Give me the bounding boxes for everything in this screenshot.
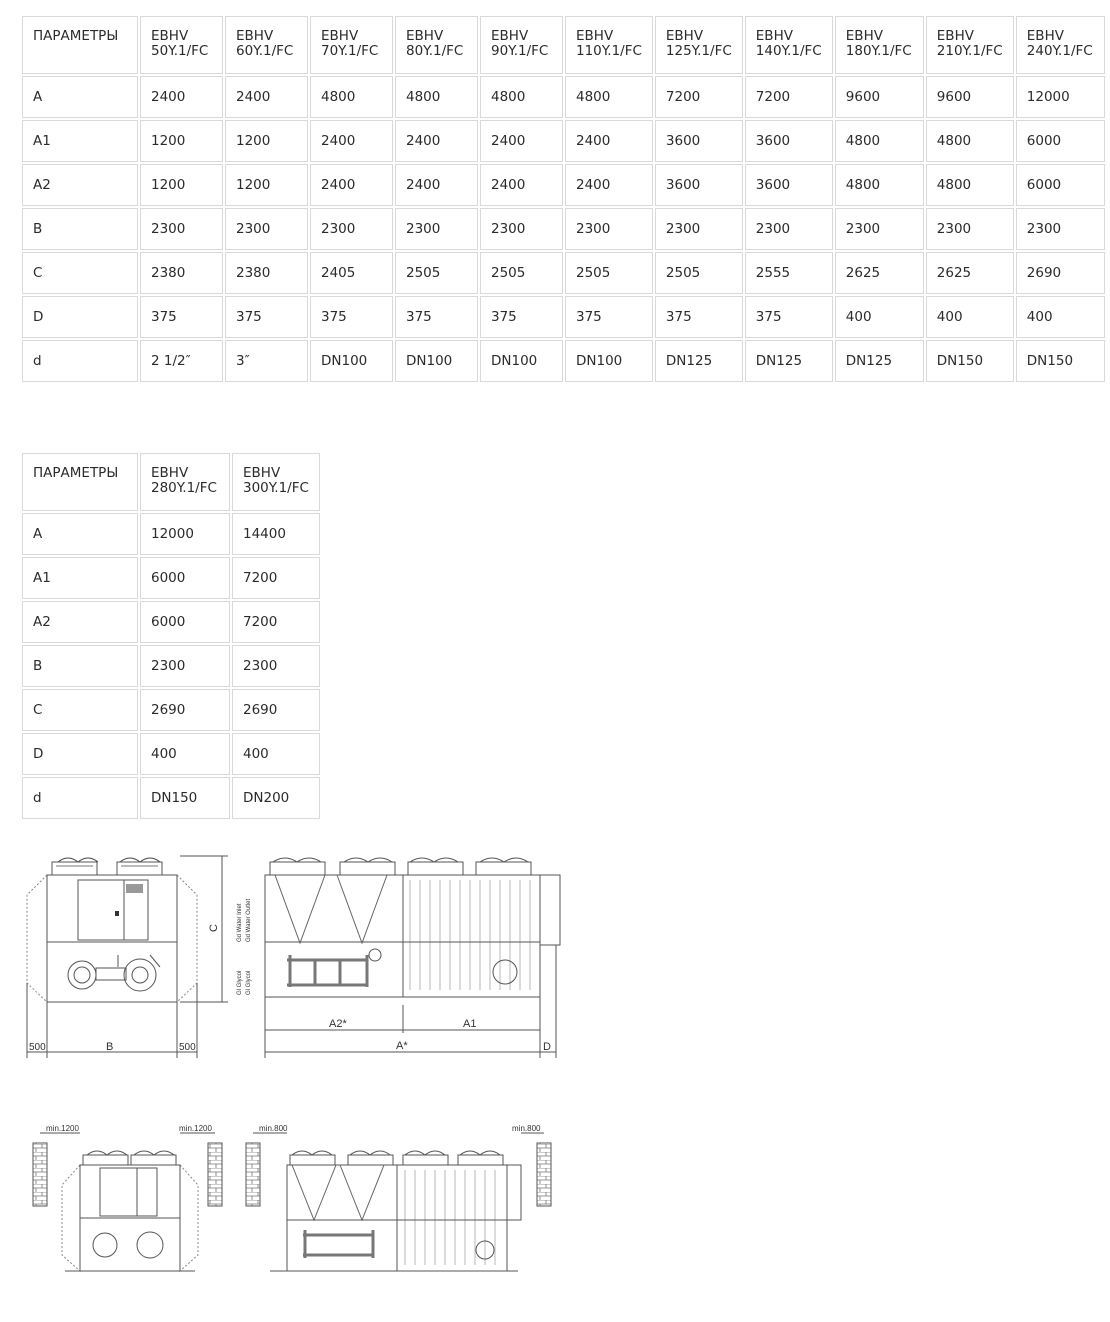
parameter-value: 2300 bbox=[225, 208, 308, 250]
parameter-value: 9600 bbox=[835, 76, 924, 118]
header-model: EBHV 300Y.1/FC bbox=[232, 453, 320, 511]
parameter-value: 2300 bbox=[745, 208, 833, 250]
parameter-value: 4800 bbox=[926, 164, 1014, 206]
parameter-value: 6000 bbox=[140, 557, 230, 599]
parameter-value: 2400 bbox=[310, 164, 393, 206]
parameter-value: 7200 bbox=[655, 76, 743, 118]
parameter-value: 9600 bbox=[926, 76, 1014, 118]
parameter-value: 2300 bbox=[310, 208, 393, 250]
parameter-value: 4800 bbox=[835, 164, 924, 206]
front-clearance-drawing bbox=[246, 1133, 551, 1271]
parameter-value: 2690 bbox=[1016, 252, 1105, 294]
parameter-name: d bbox=[22, 340, 138, 382]
parameter-value: 2505 bbox=[395, 252, 478, 294]
parameter-value: 2400 bbox=[480, 164, 563, 206]
parameter-value: 2400 bbox=[565, 120, 653, 162]
parameter-value: 375 bbox=[655, 296, 743, 338]
parameter-value: 12000 bbox=[1016, 76, 1105, 118]
header-model: EBHV 80Y.1/FC bbox=[395, 16, 478, 74]
parameter-value: 4800 bbox=[310, 76, 393, 118]
parameter-value: 375 bbox=[480, 296, 563, 338]
parameter-value: 2300 bbox=[395, 208, 478, 250]
glycol-outlet-label: Gl Glycol bbox=[246, 970, 252, 995]
parameter-value: 2690 bbox=[232, 689, 320, 731]
parameter-value: 2400 bbox=[225, 76, 308, 118]
parameter-value: 3600 bbox=[655, 120, 743, 162]
parameter-value: 3600 bbox=[745, 120, 833, 162]
parameter-value: DN150 bbox=[140, 777, 230, 819]
parameter-value: 2400 bbox=[480, 120, 563, 162]
dimension-d-label: D bbox=[543, 1041, 551, 1053]
parameter-value: 2400 bbox=[565, 164, 653, 206]
parameter-value: 375 bbox=[225, 296, 308, 338]
parameter-value: 400 bbox=[926, 296, 1014, 338]
parameter-value: 3600 bbox=[655, 164, 743, 206]
parameter-name: A2 bbox=[22, 601, 138, 643]
dimension-a1-label: A1 bbox=[463, 1018, 477, 1030]
parameter-value: 4800 bbox=[480, 76, 563, 118]
parameter-value: 2555 bbox=[745, 252, 833, 294]
parameter-value: DN100 bbox=[565, 340, 653, 382]
parameter-name: D bbox=[22, 296, 138, 338]
parameter-value: 6000 bbox=[1016, 164, 1105, 206]
dimension-b-label: B bbox=[106, 1041, 114, 1053]
parameter-name: B bbox=[22, 208, 138, 250]
parameter-value: 2300 bbox=[232, 645, 320, 687]
parameter-name: d bbox=[22, 777, 138, 819]
parameter-value: 2300 bbox=[835, 208, 924, 250]
parameter-value: 2400 bbox=[395, 164, 478, 206]
min800-right-label: min.800 bbox=[512, 1124, 541, 1133]
parameter-value: 400 bbox=[835, 296, 924, 338]
parameter-value: 400 bbox=[1016, 296, 1105, 338]
water-outlet-label: Gd Water Outlet bbox=[246, 898, 252, 942]
parameter-value: 7200 bbox=[745, 76, 833, 118]
parameter-value: 4800 bbox=[395, 76, 478, 118]
parameter-value: DN125 bbox=[745, 340, 833, 382]
parameter-value: 2300 bbox=[565, 208, 653, 250]
min1200-left-label: min.1200 bbox=[46, 1124, 79, 1133]
side-clearance-drawing bbox=[33, 1133, 222, 1271]
parameter-value: 2 1/2″ bbox=[140, 340, 223, 382]
parameter-value: 3600 bbox=[745, 164, 833, 206]
min1200-right-label: min.1200 bbox=[179, 1124, 212, 1133]
parameter-value: 12000 bbox=[140, 513, 230, 555]
header-model: EBHV 70Y.1/FC bbox=[310, 16, 393, 74]
parameter-value: 4800 bbox=[835, 120, 924, 162]
parameter-name: A bbox=[22, 513, 138, 555]
parameter-value: 2505 bbox=[655, 252, 743, 294]
parameter-value: 2300 bbox=[926, 208, 1014, 250]
glycol-inlet-label: Gl Glycol bbox=[237, 970, 243, 995]
parameter-name: A1 bbox=[22, 557, 138, 599]
parameter-value: DN150 bbox=[1016, 340, 1105, 382]
parameter-value: 375 bbox=[395, 296, 478, 338]
parameter-value: 2300 bbox=[1016, 208, 1105, 250]
parameter-value: 2400 bbox=[140, 76, 223, 118]
header-model: EBHV 90Y.1/FC bbox=[480, 16, 563, 74]
parameter-value: 2380 bbox=[140, 252, 223, 294]
parameter-value: 2690 bbox=[140, 689, 230, 731]
parameter-value: DN200 bbox=[232, 777, 320, 819]
parameter-value: DN100 bbox=[395, 340, 478, 382]
parameter-value: 1200 bbox=[140, 120, 223, 162]
parameter-value: 2625 bbox=[835, 252, 924, 294]
parameter-value: 375 bbox=[745, 296, 833, 338]
header-model: EBHV 110Y.1/FC bbox=[565, 16, 653, 74]
parameter-value: DN100 bbox=[480, 340, 563, 382]
parameter-name: A bbox=[22, 76, 138, 118]
parameter-value: 400 bbox=[140, 733, 230, 775]
header-model: EBHV 210Y.1/FC bbox=[926, 16, 1014, 74]
parameter-value: 2405 bbox=[310, 252, 393, 294]
parameter-value: 2300 bbox=[140, 208, 223, 250]
parameter-value: DN150 bbox=[926, 340, 1014, 382]
parameter-value: 375 bbox=[565, 296, 653, 338]
parameter-value: 2505 bbox=[565, 252, 653, 294]
parameter-value: 400 bbox=[232, 733, 320, 775]
parameter-name: A1 bbox=[22, 120, 138, 162]
parameter-value: 2400 bbox=[395, 120, 478, 162]
parameter-value: 2380 bbox=[225, 252, 308, 294]
parameter-value: DN100 bbox=[310, 340, 393, 382]
header-model: EBHV 140Y.1/FC bbox=[745, 16, 833, 74]
parameter-value: DN125 bbox=[655, 340, 743, 382]
dimension-a2-label: A2* bbox=[329, 1018, 347, 1030]
parameter-value: 2300 bbox=[480, 208, 563, 250]
parameter-value: 6000 bbox=[140, 601, 230, 643]
parameter-value: 1200 bbox=[225, 164, 308, 206]
parameter-value: 2300 bbox=[140, 645, 230, 687]
parameter-name: C bbox=[22, 252, 138, 294]
side-view-drawing bbox=[27, 856, 228, 1058]
parameter-value: 3″ bbox=[225, 340, 308, 382]
header-model: EBHV 180Y.1/FC bbox=[835, 16, 924, 74]
header-model: EBHV 60Y.1/FC bbox=[225, 16, 308, 74]
dimension-c-label: C bbox=[208, 924, 220, 932]
parameter-value: 375 bbox=[140, 296, 223, 338]
parameter-value: 2505 bbox=[480, 252, 563, 294]
header-parameters: ПАРАМЕТРЫ bbox=[22, 16, 138, 74]
parameter-value: 2400 bbox=[310, 120, 393, 162]
parameter-value: 6000 bbox=[1016, 120, 1105, 162]
header-model: EBHV 125Y.1/FC bbox=[655, 16, 743, 74]
clearance-left-label: 500 bbox=[29, 1042, 46, 1053]
front-view-drawing bbox=[265, 858, 560, 1058]
water-inlet-label: Gd Water Inlet bbox=[237, 903, 243, 942]
parameter-value: 4800 bbox=[565, 76, 653, 118]
header-parameters: ПАРАМЕТРЫ bbox=[22, 453, 138, 511]
header-model: EBHV 50Y.1/FC bbox=[140, 16, 223, 74]
parameter-value: 2625 bbox=[926, 252, 1014, 294]
parameter-name: B bbox=[22, 645, 138, 687]
clearance-right-label: 500 bbox=[179, 1042, 196, 1053]
parameter-value: 2300 bbox=[655, 208, 743, 250]
min800-left-label: min.800 bbox=[259, 1124, 288, 1133]
parameter-value: 1200 bbox=[225, 120, 308, 162]
parameter-name: D bbox=[22, 733, 138, 775]
parameter-name: A2 bbox=[22, 164, 138, 206]
parameter-value: 4800 bbox=[926, 120, 1014, 162]
parameter-value: 14400 bbox=[232, 513, 320, 555]
parameter-value: 1200 bbox=[140, 164, 223, 206]
parameter-value: DN125 bbox=[835, 340, 924, 382]
parameter-value: 7200 bbox=[232, 601, 320, 643]
parameter-name: C bbox=[22, 689, 138, 731]
parameter-value: 7200 bbox=[232, 557, 320, 599]
dimension-a-label: A* bbox=[396, 1040, 408, 1052]
header-model: EBHV 280Y.1/FC bbox=[140, 453, 230, 511]
parameter-value: 375 bbox=[310, 296, 393, 338]
header-model: EBHV 240Y.1/FC bbox=[1016, 16, 1105, 74]
